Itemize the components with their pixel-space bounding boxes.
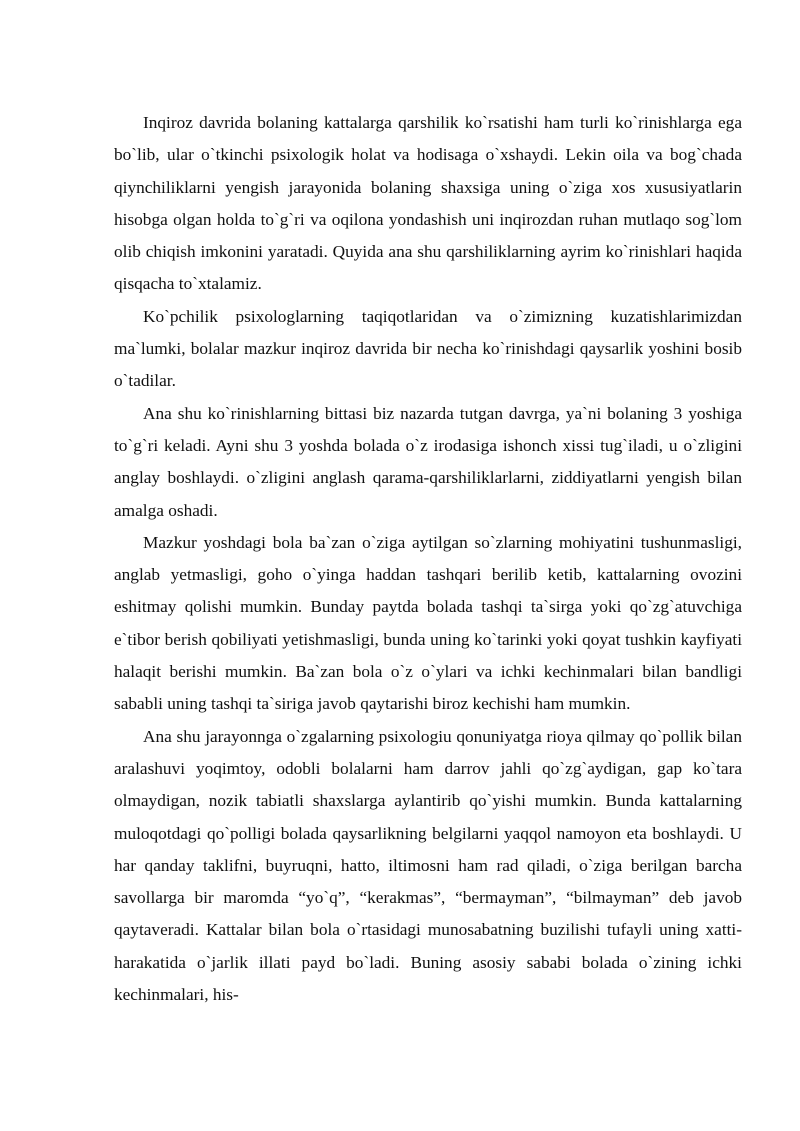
body-text bbox=[114, 107, 742, 1011]
paragraph-2: Ko`pchilik psixologlarning taqiqotlaridan va o`zimizning kuzatishlarimizdan ma`lumki, bolalar mazkur inqiroz davrida bir necha ko`rinishdagi qaysarlik yoshini bosib o`tadilar. bbox=[114, 306, 742, 391]
paragraph-1: Inqiroz davrida bolaning kattalarga qarshilik ko`rsatishi ham turli ko`rinishlarga ega bo`lib, ular o`tkinchi psixologik holat va hodisaga o`xshaydi. Lekin oila va bog`chada qiynchiliklarni yengish jarayonida bolaning shaxsiga uning o`ziga xos xususiyatlarin hisobga olgan holda to`g`ri va oqilona yondashish uni inqirozdan ruhan mutlaqo sog`lom olib chiqish imkonini yaratadi. Quyida ana shu qarshiliklarning ayrim ko`rinishlari haqida qisqacha to`xtalamiz. bbox=[114, 113, 742, 294]
paragraph-5: Ana shu jarayonnga o`zgalarning psixologiu qonuniyatga rioya qilmay qo`pollik bilan aralashuvi yoqimtoy, odobli bolalarni ham darrov jahli qo`zg`aydigan, gap ko`tara olmaydigan, nozik tabiatli shaxslarga aylantirib qo`yishi mumkin. Bunda kattalarning muloqotdagi qo`polligi bolada qaysarlikning belgilarni yaqqol namoyon eta boshlaydi. U har qanday taklifni, buyruqni, hatto, iltimosni ham rad qiladi, o`ziga berilgan barcha savollarga bir maromda “yo`q”, “kerakmas”, “bermayman”, “bilmayman” deb javob qaytaveradi. Kattalar bilan bola o`rtasidagi munosabatning buzilishi tufayli uning xatti-harakatida o`jarlik illati payd bo`ladi. Buning asosiy sababi bolada o`zining ichki kechinmalari, his- bbox=[114, 726, 742, 1005]
paragraph-3: Ana shu ko`rinishlarning bittasi biz nazarda tutgan davrga, ya`ni bolaning 3 yoshiga to`g`ri keladi. Ayni shu 3 yoshda bolada o`z irodasiga ishonch xissi tug`iladi, u o`zligini anglay boshlaydi. o`zligini anglash qarama-qarshiliklarlarni, ziddiyatlarni yengish bilan amalga oshadi. bbox=[114, 403, 742, 520]
paragraph-4: Mazkur yoshdagi bola ba`zan o`ziga aytilgan so`zlarning mohiyatini tushunmasligi, anglab yetmasligi, goho o`yinga haddan tashqari berilib ketib, kattalarning ovozini eshitmay qolishi mumkin. Bunday paytda bolada tashqi ta`sirga yoki qo`zg`atuvchiga e`tibor berish qobiliyati yetishmasligi, bunda uning ko`tarinki yoki qoyat tushkin kayfiyati halaqit berishi mumkin. Ba`zan bola o`z o`ylari va ichki kechinmalari bilan bandligi sababli uning tashqi ta`siriga javob qaytarishi biroz kechishi ham mumkin. bbox=[114, 532, 742, 714]
